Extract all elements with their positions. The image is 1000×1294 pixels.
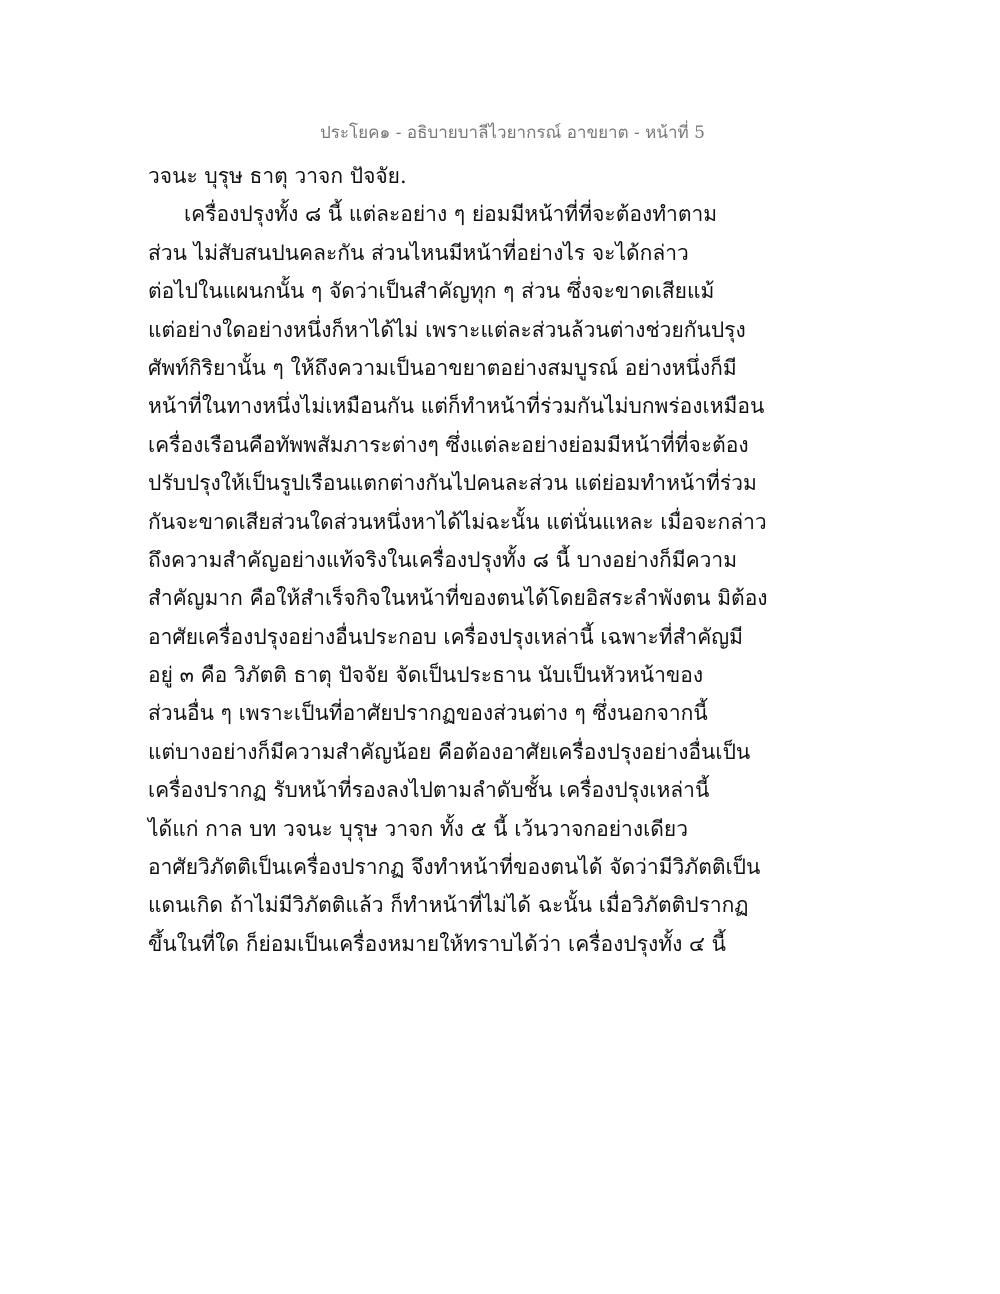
body-text <box>148 157 788 963</box>
text-line: วจนะ บุรุษ ธาตุ วาจก ปัจจัย. <box>148 164 407 188</box>
running-header: ประโยค๑ - อธิบายบาลีไวยากรณ์ อาขยาต - หน้าที่ 5 <box>320 123 705 143</box>
text-line: อาศัยวิภัตติเป็นเครื่องปรากฏ จึงทำหน้าที่ของตนได้ จัดว่ามีวิภัตติเป็น <box>148 855 761 880</box>
paragraph-first-line: เครื่องปรุงทั้ง ๘ นี้ แต่ละอย่าง ๆ ย่อมมีหน้าที่ที่จะต้องทำตาม <box>184 202 718 227</box>
text-line: แดนเกิด ถ้าไม่มีวิภัตติแล้ว ก็ทำหน้าที่ไม่ได้ ฉะนั้น เมื่อวิภัตติปรากฏ <box>148 893 749 918</box>
text-line: ขึ้นในที่ใด ก็ย่อมเป็นเครื่องหมายให้ทราบได้ว่า เครื่องปรุงทั้ง ๔ นี้ <box>148 931 726 956</box>
text-line: ถึงความสำคัญอย่างแท้จริงในเครื่องปรุงทั้ง ๘ นี้ บางอย่างก็มีความ <box>148 547 738 572</box>
text-line: เครื่องปรากฏ รับหน้าที่รองลงไปตามลำดับชั้น เครื่องปรุงเหล่านี้ <box>148 778 710 803</box>
text-line: ปรับปรุงให้เป็นรูปเรือนแตกต่างกันไปคนละส่วน แต่ย่อมทำหน้าที่ร่วม <box>148 471 757 496</box>
text-line: อยู่ ๓ คือ วิภัตติ ธาตุ ปัจจัย จัดเป็นประธาน นับเป็นหัวหน้าของ <box>148 663 704 688</box>
text-line: แต่บางอย่างก็มีความสำคัญน้อย คือต้องอาศัยเครื่องปรุงอย่างอื่นเป็น <box>148 739 751 764</box>
text-line: เครื่องเรือนคือทัพพสัมภาระต่างๆ ซึ่งแต่ละอย่างย่อมมีหน้าที่ที่จะต้อง <box>148 432 749 457</box>
text-line: สำคัญมาก คือให้สำเร็จกิจในหน้าที่ของตนได้โดยอิสระลำพังตน มิต้อง <box>148 586 768 611</box>
text-line: ส่วน ไม่สับสนปนคละกัน ส่วนไหนมีหน้าที่อย่างไร จะได้กล่าว <box>148 240 689 265</box>
text-line: ได้แก่ กาล บท วจนะ บุรุษ วาจก ทั้ง ๕ นี้ เว้นวาจกอย่างเดียว <box>148 816 689 841</box>
text-line: หน้าที่ในทางหนึ่งไม่เหมือนกัน แต่ก็ทำหน้าที่ร่วมกันไม่บกพร่องเหมือน <box>148 394 765 419</box>
text-line: กันจะขาดเสียส่วนใดส่วนหนึ่งหาได้ไม่ฉะนั้น แต่นั่นแหละ เมื่อจะกล่าว <box>148 509 767 534</box>
text-line: ศัพท์กิริยานั้น ๆ ให้ถึงความเป็นอาขยาตอย่างสมบูรณ์ อย่างหนึ่งก็มี <box>148 355 737 380</box>
text-line: ต่อไปในแผนกนั้น ๆ จัดว่าเป็นสำคัญทุก ๆ ส่วน ซึ่งจะขาดเสียแม้ <box>148 279 715 304</box>
text-line: ส่วนอื่น ๆ เพราะเป็นที่อาศัยปรากฏของส่วนต่าง ๆ ซึ่งนอกจากนี้ <box>148 701 708 726</box>
text-line: อาศัยเครื่องปรุงอย่างอื่นประกอบ เครื่องปรุงเหล่านี้ เฉพาะที่สำคัญมี <box>148 624 744 649</box>
text-line: แต่อย่างใดอย่างหนึ่งก็หาได้ไม่ เพราะแต่ละส่วนล้วนต่างช่วยกันปรุง <box>148 317 746 342</box>
